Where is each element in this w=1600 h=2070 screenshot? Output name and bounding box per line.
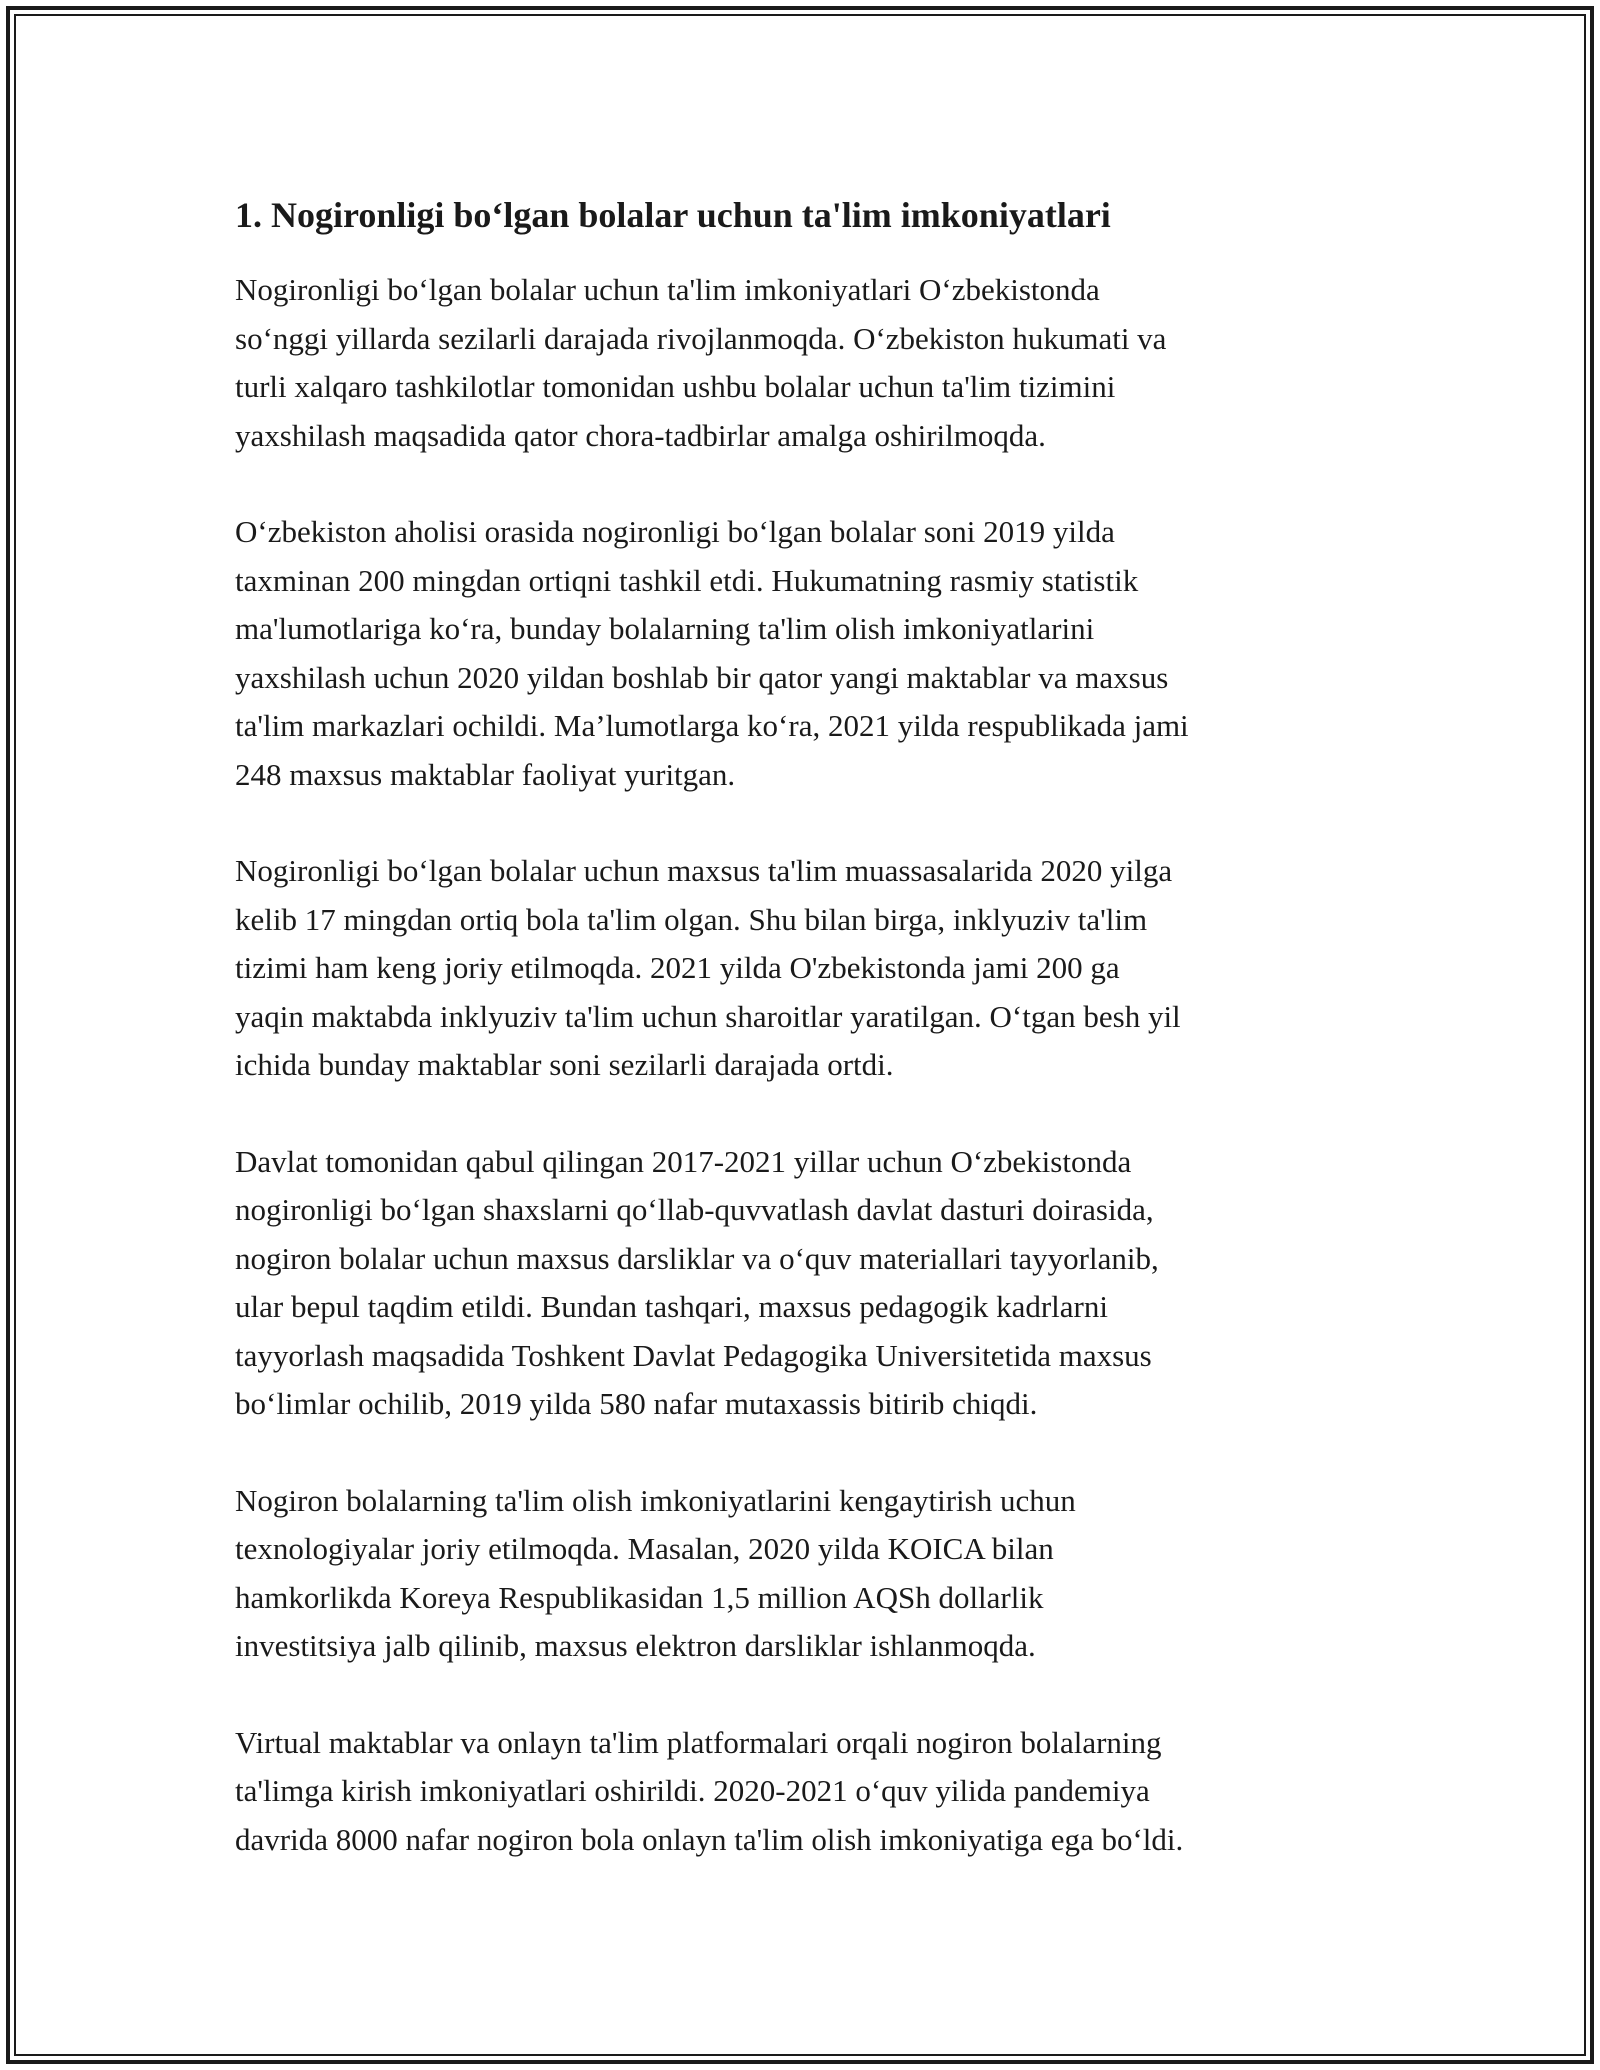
text-line: hamkorlikda Koreya Respublikasidan 1,5 million AQSh dollarlik xyxy=(235,1579,1044,1615)
document-body xyxy=(235,186,1395,1912)
paragraph-state-program xyxy=(235,1138,1395,1429)
text-line: yaxshilash uchun 2020 yildan boshlab bir qator yangi maktablar va maxsus xyxy=(235,659,1169,695)
text-line: ichida bunday maktablar soni sezilarli darajada ortdi. xyxy=(235,1047,894,1082)
text-line: nogiron bolalar uchun maxsus darsliklar va o‘quv materiallari tayyorlanib, xyxy=(235,1240,1159,1276)
text-line: texnologiyalar joriy etilmoqda. Masalan, 2020 yilda KOICA bilan xyxy=(235,1531,1054,1566)
paragraph-technology xyxy=(235,1477,1395,1671)
paragraph-online-learning xyxy=(235,1719,1395,1865)
text-line: Nogironligi bo‘lgan bolalar uchun ta'lim imkoniyatlari O‘zbekistonda xyxy=(235,272,1100,307)
text-line: yaxshilash maqsadida qator chora-tadbirlar amalga oshirilmoqda. xyxy=(235,417,1046,453)
text-line: turli xalqaro tashkilotlar tomonidan ushbu bolalar uchun ta'lim tizimini xyxy=(235,369,1116,404)
text-line: kelib 17 mingdan ortiq bola ta'lim olgan. Shu bilan birga, inklyuziv ta'lim xyxy=(235,901,1148,937)
text-line: 248 maxsus maktablar faoliyat yuritgan. xyxy=(235,756,736,792)
text-line: yaqin maktabda inklyuziv ta'lim uchun sharoitlar yaratilgan. O‘tgan besh yil xyxy=(235,998,1181,1034)
text-line: O‘zbekiston aholisi orasida nogironligi bo‘lgan bolalar soni 2019 yilda xyxy=(235,514,1115,549)
text-line: davrida 8000 nafar nogiron bola onlayn ta'lim olish imkoniyatiga ega bo‘ldi. xyxy=(235,1821,1184,1857)
text-line: investitsiya jalb qilinib, maxsus elektron darsliklar ishlanmoqda. xyxy=(235,1628,1036,1663)
text-line: bo‘limlar ochilib, 2019 yilda 580 nafar mutaxassis bitirib chiqdi. xyxy=(235,1386,1038,1421)
section-heading: 1. Nogironligi bo‘lgan bolalar uchun ta'lim imkoniyatlari xyxy=(235,195,1111,235)
text-line: ta'limga kirish imkoniyatlari oshirildi. 2020-2021 o‘quv yilida pandemiya xyxy=(235,1773,1150,1808)
text-line: Virtual maktablar va onlayn ta'lim platformalari orqali nogiron bolalarning xyxy=(235,1724,1162,1760)
text-line: nogironligi bo‘lgan shaxslarni qo‘llab-quvvatlash davlat dasturi doirasida, xyxy=(235,1192,1154,1227)
text-line: tizimi ham keng joriy etilmoqda. 2021 yilda O'zbekistonda jami 200 ga xyxy=(235,950,1120,985)
text-line: Nogironligi bo‘lgan bolalar uchun maxsus ta'lim muassasalarida 2020 yilga xyxy=(235,853,1173,888)
text-line: ular bepul taqdim etildi. Bundan tashqari, maxsus pedagogik kadrlarni xyxy=(235,1289,1108,1324)
text-line: tayyorlash maqsadida Toshkent Davlat Pedagogika Universitetida maxsus xyxy=(235,1337,1152,1373)
text-line: ma'lumotlariga ko‘ra, bunday bolalarning ta'lim olish imkoniyatlarini xyxy=(235,611,1095,646)
text-line: ta'lim markazlari ochildi. Ma’lumotlarga ko‘ra, 2021 yilda respublikada jami xyxy=(235,708,1189,743)
paragraph-intro xyxy=(235,266,1395,460)
paragraph-statistics xyxy=(235,508,1395,799)
paragraph-special-education xyxy=(235,847,1395,1090)
text-line: taxminan 200 mingdan ortiqni tashkil etdi. Hukumatning rasmiy statistik xyxy=(235,562,1139,598)
text-line: so‘nggi yillarda sezilarli darajada rivojlanmoqda. O‘zbekiston hukumati va xyxy=(235,320,1167,356)
text-line: Nogiron bolalarning ta'lim olish imkoniyatlarini kengaytirish uchun xyxy=(235,1482,1076,1518)
text-line: Davlat tomonidan qabul qilingan 2017-2021 yillar uchun O‘zbekistonda xyxy=(235,1143,1132,1179)
